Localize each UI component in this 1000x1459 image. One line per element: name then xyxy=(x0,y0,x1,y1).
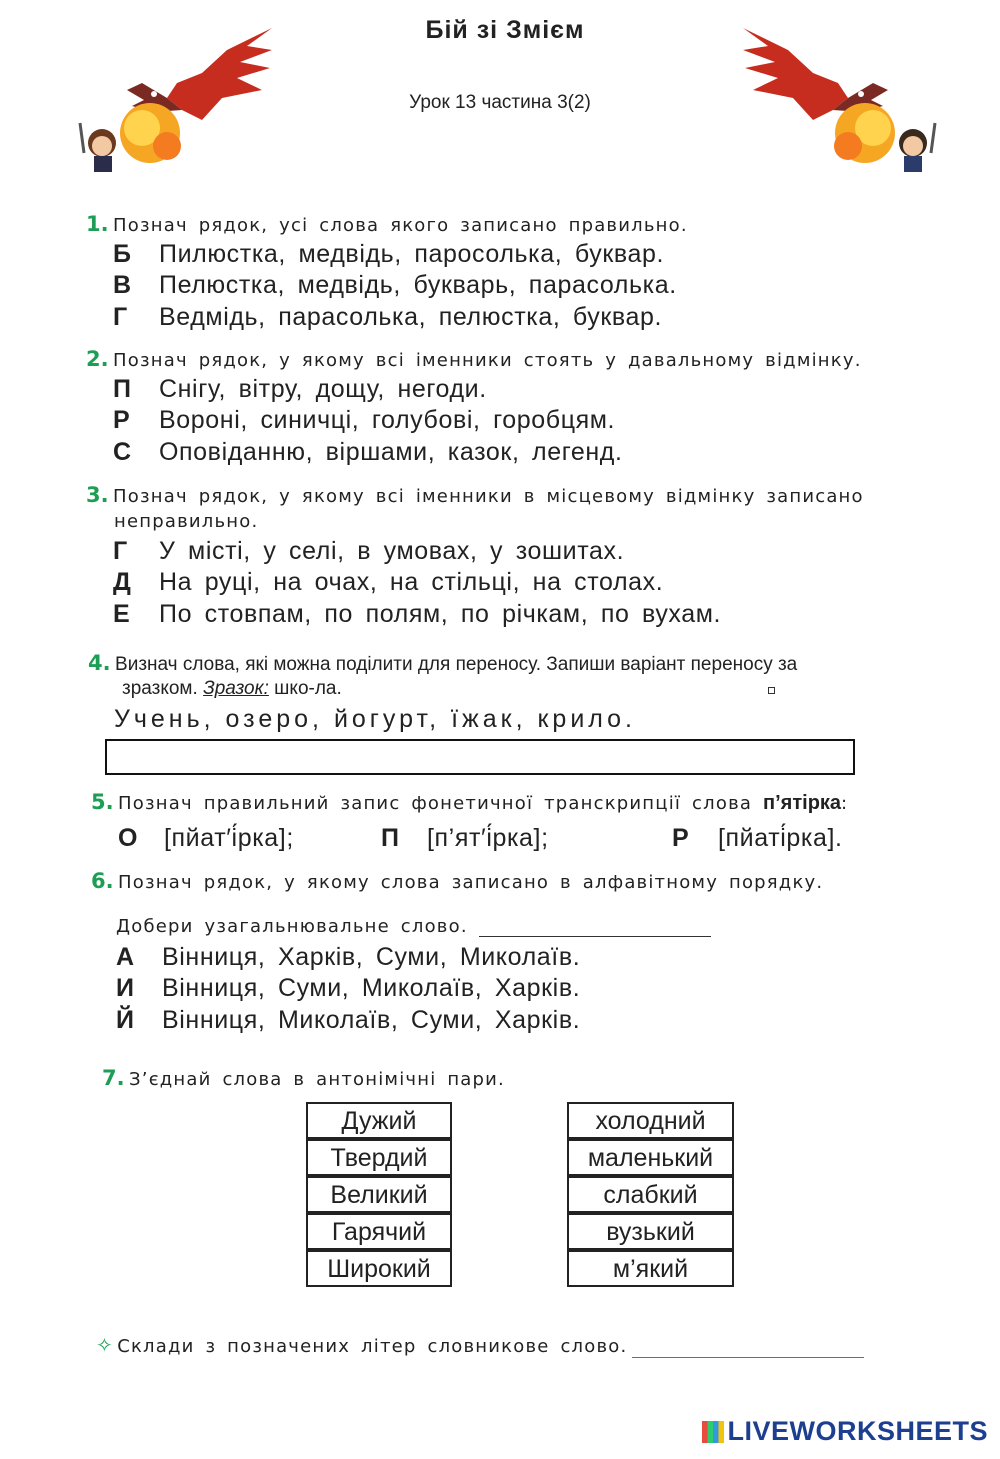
q2-option-p[interactable] xyxy=(113,375,487,404)
hyphenation-answer-input[interactable] xyxy=(105,739,855,775)
question-text: З’єднай слова в антонімічні пари. xyxy=(129,1069,505,1090)
option-text: Пилюстка, медвідь, паросолька, буквар. xyxy=(159,240,665,268)
option-letter: Г xyxy=(113,303,128,331)
option-text: Вінниця, Суми, Миколаїв, Харків. xyxy=(162,974,581,1002)
q1-option-v[interactable] xyxy=(113,271,677,300)
option-text: Вінниця, Харків, Суми, Миколаїв. xyxy=(162,943,581,971)
bonus-text: Склади з позначених літер словникове слово. xyxy=(117,1336,628,1357)
q3-option-e[interactable] xyxy=(113,600,721,629)
q3-option-h[interactable] xyxy=(113,537,624,566)
antonym-left-word[interactable]: Гарячий xyxy=(306,1213,452,1250)
antonym-right-word[interactable]: холодний xyxy=(567,1102,734,1139)
question-5 xyxy=(91,790,848,815)
words-to-hyphenate: Учень, озеро, йогурт, їжак, крило. xyxy=(114,705,636,733)
q1-option-h[interactable] xyxy=(113,303,662,332)
option-letter: Р xyxy=(672,824,690,852)
antonym-left-word[interactable]: Великий xyxy=(306,1176,452,1213)
question-text-continued xyxy=(122,678,342,700)
question-colon: : xyxy=(841,793,849,814)
sample-word: шко-ла. xyxy=(268,678,342,699)
brand-text: LIVEWORKSHEETS xyxy=(727,1416,988,1446)
option-letter: Г xyxy=(113,537,128,565)
dictionary-word-blank[interactable] xyxy=(632,1339,864,1358)
option-letter: С xyxy=(113,438,132,466)
question-number: 4. xyxy=(88,651,111,675)
option-text: [п’ят′і́рка]; xyxy=(427,824,549,852)
option-letter: Б xyxy=(113,240,132,268)
q2-option-r[interactable] xyxy=(113,406,615,435)
question-number: 1. xyxy=(86,212,109,236)
antonym-left-word[interactable]: Дужий xyxy=(306,1102,452,1139)
option-letter: П xyxy=(113,375,132,403)
question-2 xyxy=(86,347,862,371)
generalizing-word-blank[interactable] xyxy=(479,918,711,937)
antonym-right-word[interactable]: маленький xyxy=(567,1139,734,1176)
option-letter: В xyxy=(113,271,132,299)
question-6 xyxy=(91,869,823,893)
q3-option-d[interactable] xyxy=(113,568,663,597)
q6-option-yi[interactable] xyxy=(116,1006,580,1035)
option-letter: И xyxy=(116,974,135,1002)
marker-square xyxy=(768,687,775,694)
question-number: 5. xyxy=(91,790,114,814)
option-text: У місті, у селі, в умовах, у зошитах. xyxy=(159,537,625,565)
question-3 xyxy=(86,483,864,507)
question-text: Познач рядок, у якому слова записано в алфавітному порядку. xyxy=(118,872,824,893)
q1-option-b[interactable] xyxy=(113,240,664,269)
option-letter: Д xyxy=(113,568,132,596)
option-text: Снігу, вітру, дощу, негоди. xyxy=(159,375,487,403)
dragon-boy-illustration xyxy=(738,28,943,178)
q5-option-p[interactable] xyxy=(381,824,549,853)
option-text: На руці, на очах, на стільці, на столах. xyxy=(159,568,664,596)
question-text-continued: неправильно. xyxy=(114,511,259,532)
option-letter: А xyxy=(116,943,135,971)
antonym-left-word[interactable]: Твердий xyxy=(306,1139,452,1176)
question-text: Познач рядок, у якому всі іменники стоять у давальному відмінку. xyxy=(113,350,862,371)
subtask-text: Добери узагальнювальне слово. xyxy=(116,916,468,937)
q6-option-y[interactable] xyxy=(116,974,580,1003)
sample-prefix: зразком. xyxy=(122,678,204,699)
question-number: 6. xyxy=(91,869,114,893)
question-number: 2. xyxy=(86,347,109,371)
option-letter: Й xyxy=(116,1006,135,1034)
option-text: Вінниця, Миколаїв, Суми, Харків. xyxy=(162,1006,581,1034)
bonus-task xyxy=(96,1333,864,1358)
brand-icon xyxy=(702,1421,724,1443)
option-text: Вороні, синичці, голубові, горобцям. xyxy=(159,406,616,434)
question-1 xyxy=(86,212,688,236)
question-number: 3. xyxy=(86,483,109,507)
option-letter: Р xyxy=(113,406,131,434)
target-word: п’ятірка xyxy=(763,792,842,814)
page-subtitle: Урок 13 частина 3(2) xyxy=(409,92,591,113)
question-4 xyxy=(88,651,797,676)
antonym-left-word[interactable]: Широкий xyxy=(306,1250,452,1287)
option-text: [пйаті́рка]. xyxy=(718,824,843,852)
question-text: Познач рядок, у якому всі іменники в місцевому відмінку записано xyxy=(113,486,864,507)
question-number: 7. xyxy=(102,1066,125,1090)
option-text: Оповіданню, віршами, казок, легенд. xyxy=(159,438,623,466)
q6-subtask xyxy=(116,916,711,937)
antonym-right-word[interactable]: вузький xyxy=(567,1213,734,1250)
q5-option-o[interactable] xyxy=(118,824,294,853)
option-text: Ведмідь, парасолька, пелюстка, буквар. xyxy=(159,303,663,331)
option-letter: П xyxy=(381,824,400,852)
question-text: Визнач слова, які можна поділити для переносу. Запиши варіант переносу за xyxy=(115,654,798,675)
star-icon: ✧ xyxy=(96,1335,113,1357)
q5-option-r[interactable] xyxy=(672,824,843,853)
dragon-girl-illustration xyxy=(72,28,277,178)
sample-label: Зразок: xyxy=(203,678,269,699)
question-7 xyxy=(102,1066,505,1090)
antonym-right-word[interactable]: м’який xyxy=(567,1250,734,1287)
option-text: [пйат′і́рка]; xyxy=(164,824,294,852)
option-letter: Е xyxy=(113,600,131,628)
option-letter: О xyxy=(118,824,139,852)
liveworksheets-logo xyxy=(702,1416,988,1447)
question-text: Познач рядок, усі слова якого записано правильно. xyxy=(113,215,688,236)
q2-option-s[interactable] xyxy=(113,438,623,467)
question-text: Познач правильний запис фонетичної транскрипції слова xyxy=(118,793,764,814)
antonym-right-word[interactable]: слабкий xyxy=(567,1176,734,1213)
option-text: Пелюстка, медвідь, букварь, парасолька. xyxy=(159,271,677,299)
option-text: По стовпам, по полям, по річкам, по вухам. xyxy=(159,600,722,628)
page-title: Бій зі Змієм xyxy=(425,16,585,44)
q6-option-a[interactable] xyxy=(116,943,580,972)
